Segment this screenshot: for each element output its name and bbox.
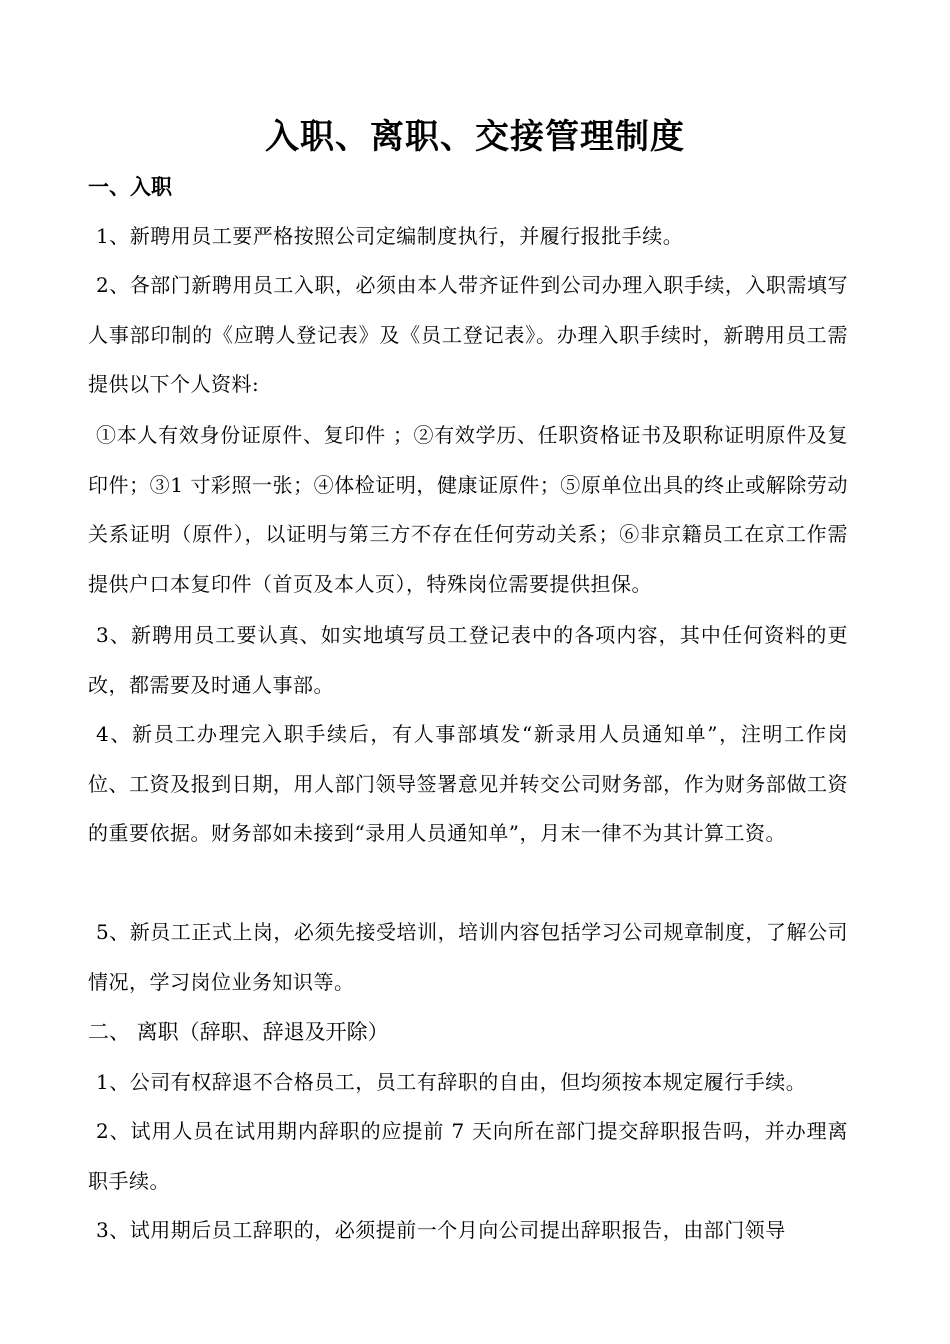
paragraph-onboarding-3: 3、新聘用员工要认真、如实地填写员工登记表中的各项内容，其中任何资料的更改，都需要及时通人事部。 <box>88 623 848 697</box>
paragraph-onboarding-1: 1、新聘用员工要严格按照公司定编制度执行，并履行报批手续。 <box>96 224 684 248</box>
paragraph-resignation-3: 3、试用期后员工辞职的，必须提前一个月向公司提出辞职报告，由部门领导 <box>96 1218 786 1242</box>
section-heading-onboarding: 一、入职 <box>88 174 172 199</box>
paragraph-resignation-2: 2、试用人员在试用期内辞职的应提前 7 天向所在部门提交辞职报告吗，并办理离职手续。 <box>88 1119 848 1193</box>
paragraph-onboarding-documents: ①本人有效身份证原件、复印件 ；②有效学历、任职资格证书及职称证明原件及复印件；③1 寸彩照一张；④体检证明，健康证原件；⑤原单位出具的终止或解除劳动关系证明（原件），以证明与第三方不存在任何劳动关系；⑥非京籍员工在京工作需提供户口本复印件（首页及本人页），特殊岗位需要提供担保。 <box>88 423 848 596</box>
document-title: 入职、离职、交接管理制度 <box>265 117 685 157</box>
paragraph-onboarding-2: 2、各部门新聘用员工入职，必须由本人带齐证件到公司办理入职手续，入职需填写人事部印制的《应聘人登记表》及《员工登记表》。办理入职手续时，新聘用员工需提供以下个人资料: <box>88 273 848 397</box>
paragraph-onboarding-5: 5、新员工正式上岗，必须先接受培训，培训内容包括学习公司规章制度，了解公司情况，学习岗位业务知识等。 <box>88 920 848 994</box>
paragraph-onboarding-4: 4、新员工办理完入职手续后，有人事部填发“新录用人员通知单”，注明工作岗位、工资及报到日期，用人部门领导签署意见并转交公司财务部，作为财务部做工资的重要依据。财务部如未接到“录用人员通知单”，月末一律不为其计算工资。 <box>88 722 848 846</box>
paragraph-resignation-1: 1、公司有权辞退不合格员工，员工有辞职的自由，但均须按本规定履行手续。 <box>96 1070 807 1094</box>
section-heading-resignation: 二、 离职（辞职、辞退及开除） <box>88 1020 389 1044</box>
